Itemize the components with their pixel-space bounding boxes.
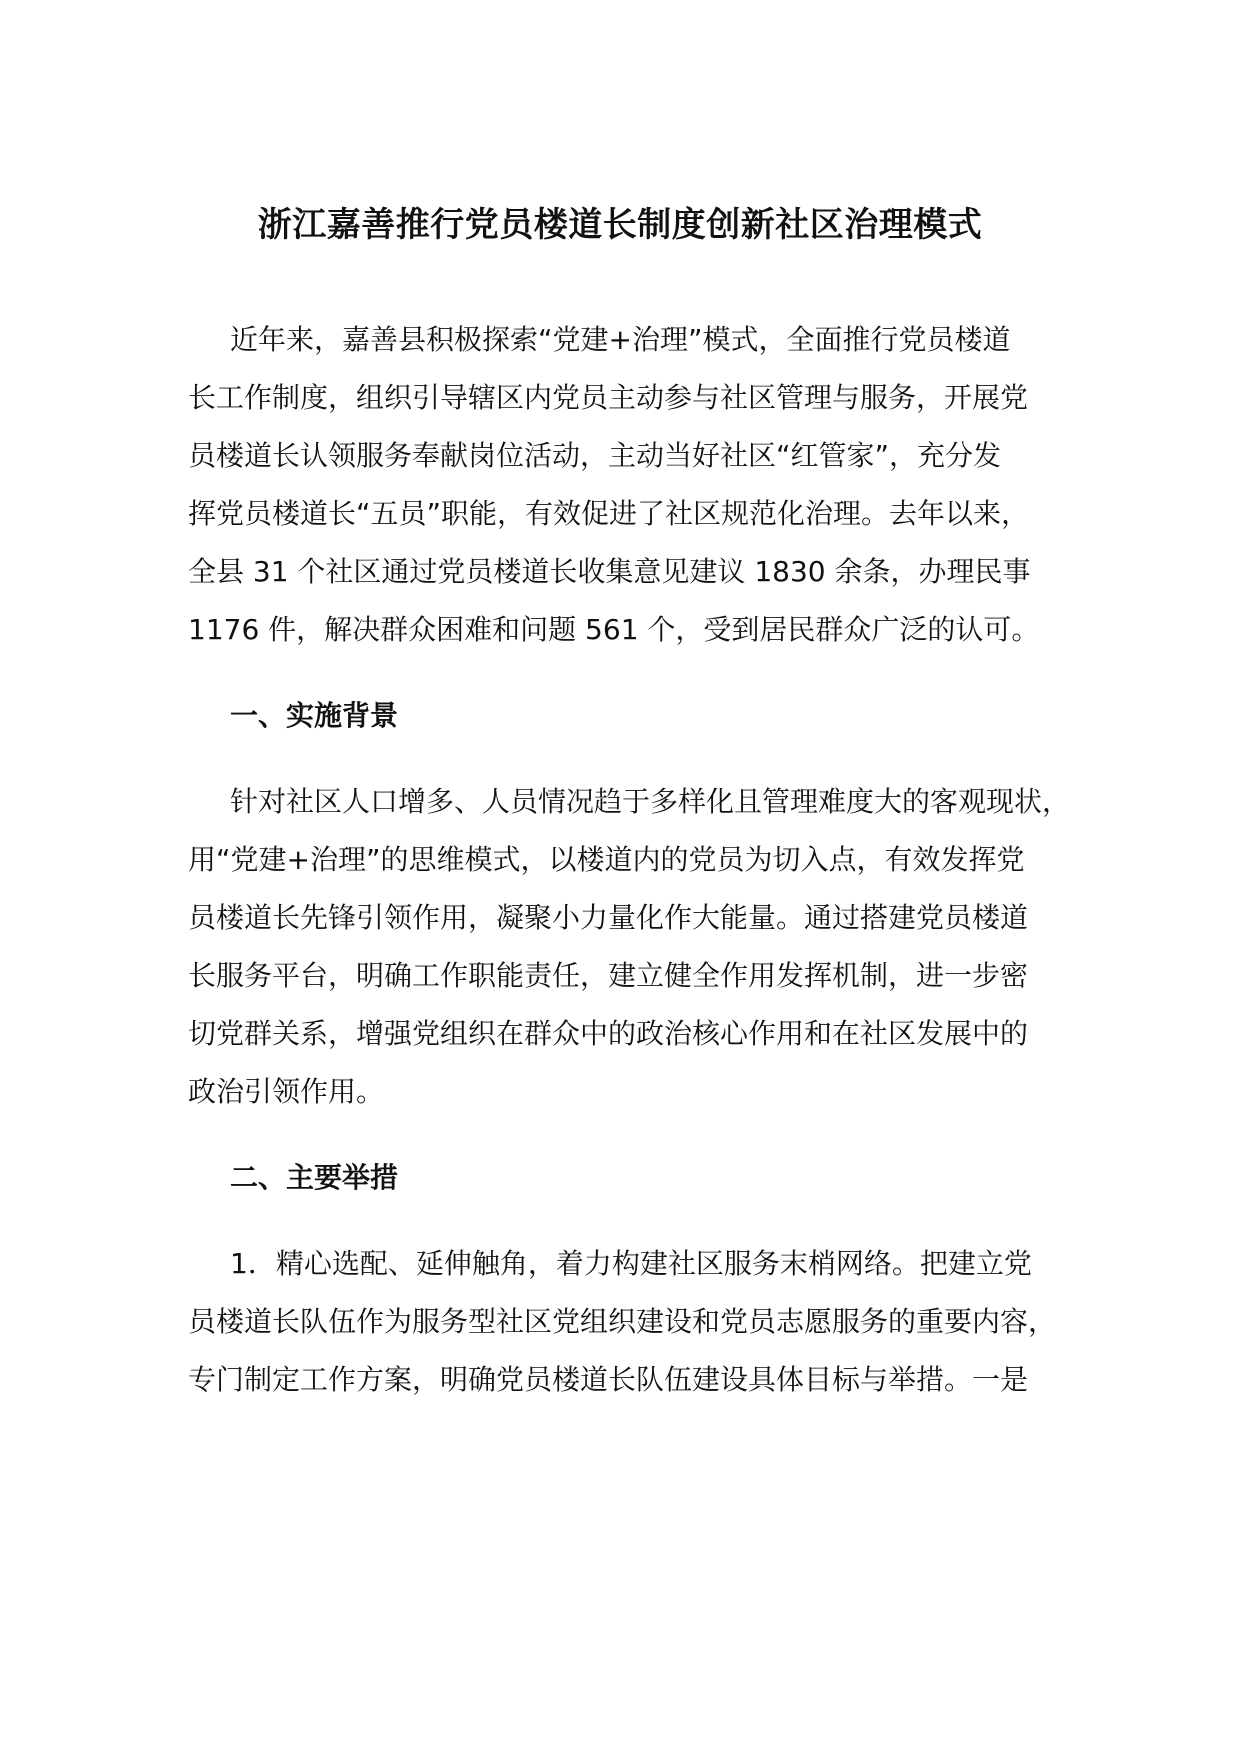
section2-line: 专门制定工作方案，明确党员楼道长队伍建设具体目标与举措。一是 — [188, 1363, 1029, 1396]
section-heading: 一、实施背景 — [230, 699, 399, 732]
intro-line: 全县 31 个社区通过党员楼道长收集意见建议 1830 余条，办理民事 — [188, 555, 1031, 588]
section2-line: 1．精心选配、延伸触角，着力构建社区服务末梢网络。把建立党 — [230, 1247, 1032, 1280]
intro-line: 挥党员楼道长“五员”职能，有效促进了社区规范化治理。去年以来， — [188, 497, 1030, 530]
section2-line: 员楼道长队伍作为服务型社区党组织建设和党员志愿服务的重要内容， — [188, 1305, 1057, 1338]
section1-line: 长服务平台，明确工作职能责任，建立健全作用发挥机制，进一步密 — [188, 959, 1029, 992]
section1-line: 用“党建+治理”的思维模式，以楼道内的党员为切入点，有效发挥党 — [188, 843, 1025, 876]
section-heading: 二、主要举措 — [230, 1161, 399, 1194]
intro-line: 员楼道长认领服务奉献岗位活动，主动当好社区“红管家”，充分发 — [188, 439, 1002, 472]
section1-line: 政治引领作用。 — [188, 1075, 385, 1108]
intro-line: 1176 件，解决群众困难和问题 561 个，受到居民群众广泛的认可。 — [188, 613, 1040, 646]
section1-line: 切党群关系，增强党组织在群众中的政治核心作用和在社区发展中的 — [188, 1017, 1029, 1050]
section1-line: 针对社区人口增多、人员情况趋于多样化且管理难度大的客观现状， — [230, 785, 1071, 818]
section1-line: 员楼道长先锋引领作用，凝聚小力量化作大能量。通过搭建党员楼道 — [188, 901, 1029, 934]
document-title: 浙江嘉善推行党员楼道长制度创新社区治理模式 — [257, 205, 983, 245]
intro-line: 长工作制度，组织引导辖区内党员主动参与社区管理与服务，开展党 — [188, 381, 1029, 414]
intro-line: 近年来，嘉善县积极探索“党建+治理”模式，全面推行党员楼道 — [230, 323, 1011, 356]
